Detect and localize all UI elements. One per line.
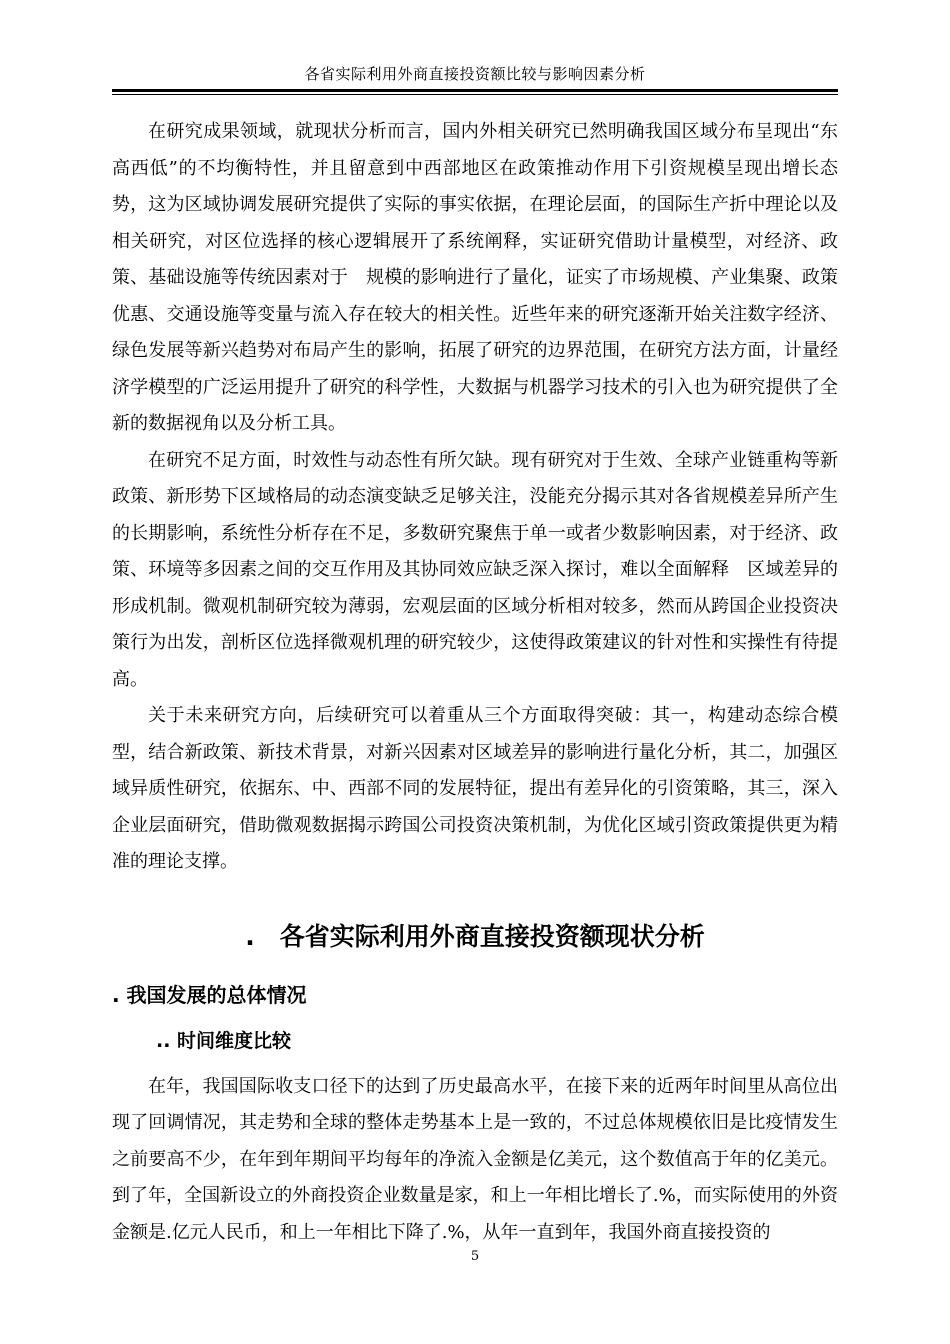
header-rule-thin	[112, 94, 838, 95]
paragraph-research-findings: 在研究成果领域，就现状分析而言，国内外相关研究已然明确我国区域分布呈现出“东高西低”的不均衡特性，并且留意到中西部地区在政策推动作用下引资规模呈现出增长态势，这为区域协调发展研究提供了实际的事实依据，在理论层面，的国际生产折中理论以及相关研究，对区位选择的核心逻辑展开了系统阐释，实证研究借助计量模型，对经济、政策、基础设施等传统因素对于 规模的影响进行了量化，证实了市场规模、产业集聚、政策优惠、交通设施等变量与流入存在较大的相关性。近些年来的研究逐渐开始关注数字经济、绿色发展等新兴趋势对布局产生的影响，拓展了研究的边界范围，在研究方法方面，计量经济学模型的广泛运用提升了研究的科学性，大数据与机器学习技术的引入也为研究提供了全新的数据视角以及分析工具。	[112, 121, 838, 434]
subsection-heading: . 我国发展的总体情况	[112, 982, 307, 1007]
paragraph-future-directions: 关于未来研究方向，后续研究可以着重从三个方面取得突破：其一，构建动态综合模型，结合新政策、新技术背景，对新兴因素对区域差异的影响进行量化分析，其二，加强区域异质性研究，依据东、中、西部不同的发展特征，提出有差异化的引资策略，其三，深入企业层面研究，借助微观数据揭示跨国公司投资决策机制，为优化区域引资政策提供更为精准的理论支撑。	[112, 705, 838, 872]
page-body	[112, 114, 838, 1251]
paragraph-research-gaps: 在研究不足方面，时效性与动态性有所欠缺。现有研究对于生效、全球产业链重构等新政策、新形势下区域格局的动态演变缺乏足够关注，没能充分揭示其对各省规模差异所产生的长期影响，系统性分析存在不足，多数研究聚焦于单一或者少数影响因素，对于经济、政策、环境等多因素之间的交互作用及其协同效应缺乏深入探讨，难以全面解释 区域差异的形成机制。微观机制研究较为薄弱，宏观层面的区域分析相对较多，然而从跨国企业投资决策行为出发，剖析区位选择微观机理的研究较少，这使得政策建议的针对性和实操性有待提高。	[112, 449, 838, 690]
page-number: 5	[470, 1249, 480, 1264]
header-rule-thick	[112, 89, 838, 92]
paragraph-time-dimension: 在年，我国国际收支口径下的达到了历史最高水平，在接下来的近两年时间里从高位出现了回调情况，其走势和全球的整体走势基本上是一致的，不过总体规模依旧是比疫情发生之前要高不少，在年到年期间平均每年的净流入金额是亿美元，这个数值高于年的亿美元。到了年，全国新设立的外商投资企业数量是家，和上一年相比增长了.%，而实际使用的外资金额是.亿元人民币，和上一年相比下降了.%，从年一直到年，我国外商直接投资的	[112, 1075, 838, 1243]
subsubsection-heading: .. 时间维度比较	[156, 1029, 292, 1052]
section-heading: . 各省实际利用外商直接投资额现状分析	[245, 921, 705, 951]
running-header: 各省实际利用外商直接投资额比较与影响因素分析	[304, 65, 646, 83]
